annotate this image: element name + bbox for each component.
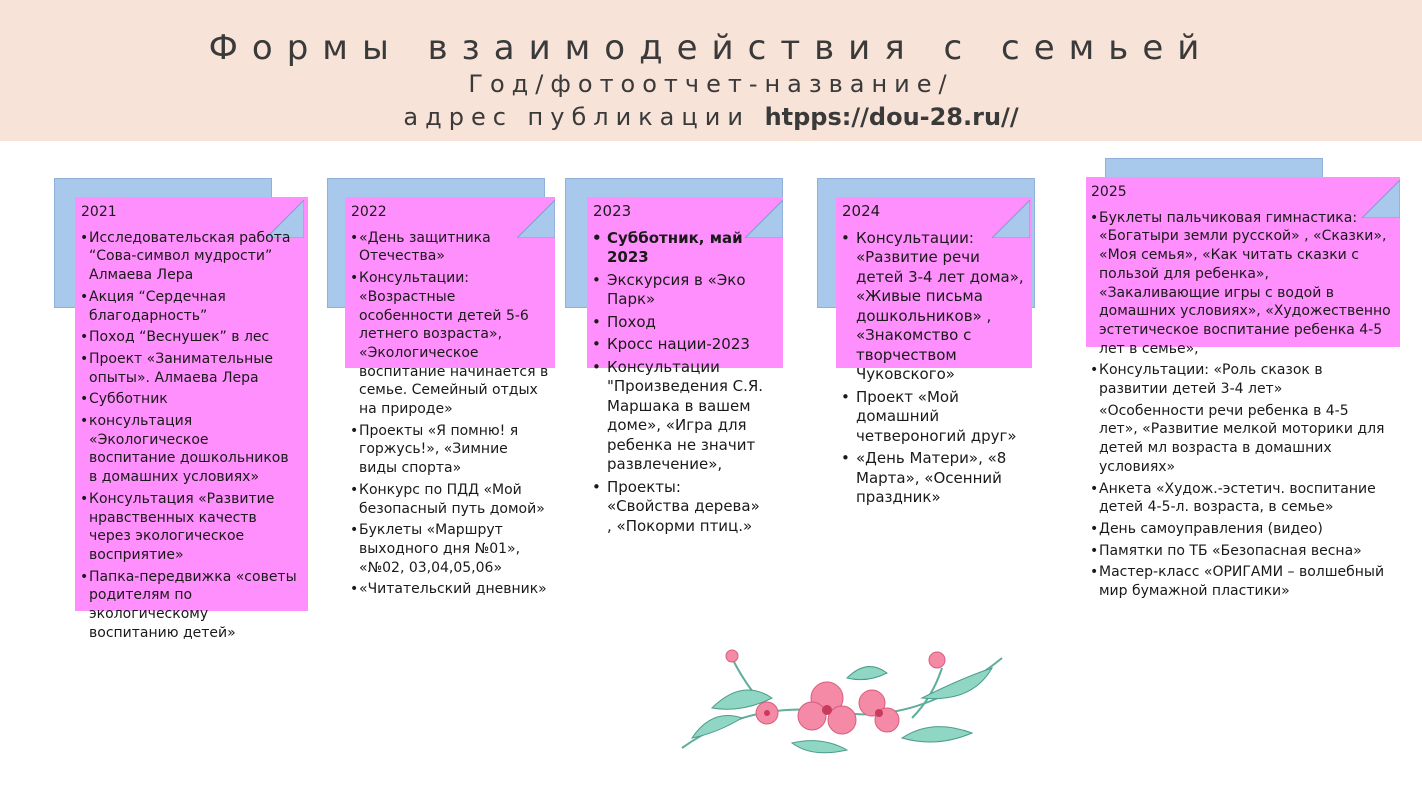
- year-label: 2022: [351, 204, 387, 220]
- header-banner: [0, 0, 1422, 141]
- column-2023: [593, 202, 765, 539]
- list-item: • Акция “Сердечная благодарность”: [81, 288, 297, 325]
- list-item: • Папка-передвижка «советы родителям по экологическому воспитанию детей»: [81, 568, 297, 643]
- list-item: • «День защитника Отечества»: [351, 229, 549, 266]
- events-list: [593, 229, 765, 537]
- list-item: • Исследовательская работа “Сова-символ мудрости” Алмаева Лера: [81, 229, 297, 285]
- list-item: • Консультации: «Возрастные особенности детей 5-6 летнего возраста», «Экологическое воспитание начинается в семье. Семейный отдых на природе»: [351, 269, 549, 419]
- list-item: • Консультации: «Развитие речи детей 3-4 лет дома», «Живые письма дошкольников» , «Знакомство с творчеством Чуковского»: [842, 229, 1028, 385]
- list-item: • Кросс нации-2023: [593, 335, 765, 355]
- column-2021: [81, 203, 297, 645]
- column-2025: [1091, 183, 1391, 604]
- list-item: • День самоуправления (видео): [1091, 520, 1391, 539]
- list-item: • «Читательский дневник»: [351, 580, 549, 599]
- events-list: [1091, 209, 1391, 601]
- events-list: [351, 229, 549, 599]
- list-item: • Поход: [593, 313, 765, 333]
- year-label: 2024: [842, 202, 881, 220]
- year-label: 2021: [81, 204, 117, 220]
- list-item: • Субботник: [81, 390, 297, 409]
- list-item: • Консультации "Произведения С.Я. Маршака в вашем доме», «Игра для ребенка не значит развлечение»,: [593, 358, 765, 475]
- list-item: • Мастер-класс «ОРИГАМИ – волшебный мир бумажной пластики»: [1091, 563, 1391, 600]
- list-item: • Консультации: «Роль сказок в развитии детей 3-4 лет»: [1091, 361, 1391, 398]
- list-item: • Поход “Веснушек” в лес: [81, 328, 297, 347]
- publication-address-label: адрес публикации: [403, 103, 750, 131]
- list-item: «Особенности речи ребенка в 4-5 лет», «Развитие мелкой моторики для детей мл возраста в домашних условиях»: [1099, 402, 1385, 475]
- list-item: • Проекты «Я помню! я горжусь!», «Зимние виды спорта»: [351, 422, 549, 478]
- list-item: • Экскурсия в «Эко Парк»: [593, 271, 765, 310]
- column-2024: [842, 202, 1028, 511]
- year-label: 2023: [593, 202, 632, 220]
- page-subtitle-line1: Год/фотоотчет-название/: [468, 70, 954, 98]
- column-2022: [351, 203, 549, 602]
- list-item: • Буклеты «Маршрут выходного дня №01», «№02, 03,04,05,06»: [351, 521, 549, 577]
- list-item-bold: • Субботник, май 2023: [593, 229, 765, 268]
- list-item: • Проект «Занимательные опыты». Алмаева Лера: [81, 350, 297, 387]
- publication-url[interactable]: htpps://dou-28.ru//: [764, 103, 1019, 131]
- list-item: • консультация «Экологическое воспитание дошкольников в домашних условиях»: [81, 412, 297, 487]
- list-item: • Проект «Мой домашний четвероногий друг»: [842, 388, 1028, 447]
- list-item: • Проекты: «Свойства дерева» , «Покорми птиц.»: [593, 478, 765, 537]
- events-list: [81, 229, 297, 643]
- list-item: • Буклеты пальчиковая гимнастика: «Богатыри земли русской» , «Сказки», «Моя семья», «Как читать сказки с пользой для ребенка», «Закаливающие игры с водой в домашних условиях», «Художественно эстетическое воспитание ребенка 4-5 лет в семье»,: [1091, 209, 1391, 359]
- list-item: • «День Матери», «8 Марта», «Осенний праздник»: [842, 449, 1028, 508]
- year-label: 2025: [1091, 184, 1127, 200]
- list-item: • Памятки по ТБ «Безопасная весна»: [1091, 542, 1391, 561]
- page-subtitle-line2: [0, 103, 1422, 131]
- page-title: Формы взаимодействия с семьей: [208, 28, 1214, 68]
- list-item: • Конкурс по ПДД «Мой безопасный путь домой»: [351, 481, 549, 518]
- list-item: • Анкета «Худож.-эстетич. воспитание детей 4-5-л. возраста, в семье»: [1091, 480, 1391, 517]
- flower-decoration-icon: [672, 638, 1012, 763]
- list-item: • Консультация «Развитие нравственных качеств через экологическое восприятие»: [81, 490, 297, 565]
- events-list: [842, 229, 1028, 508]
